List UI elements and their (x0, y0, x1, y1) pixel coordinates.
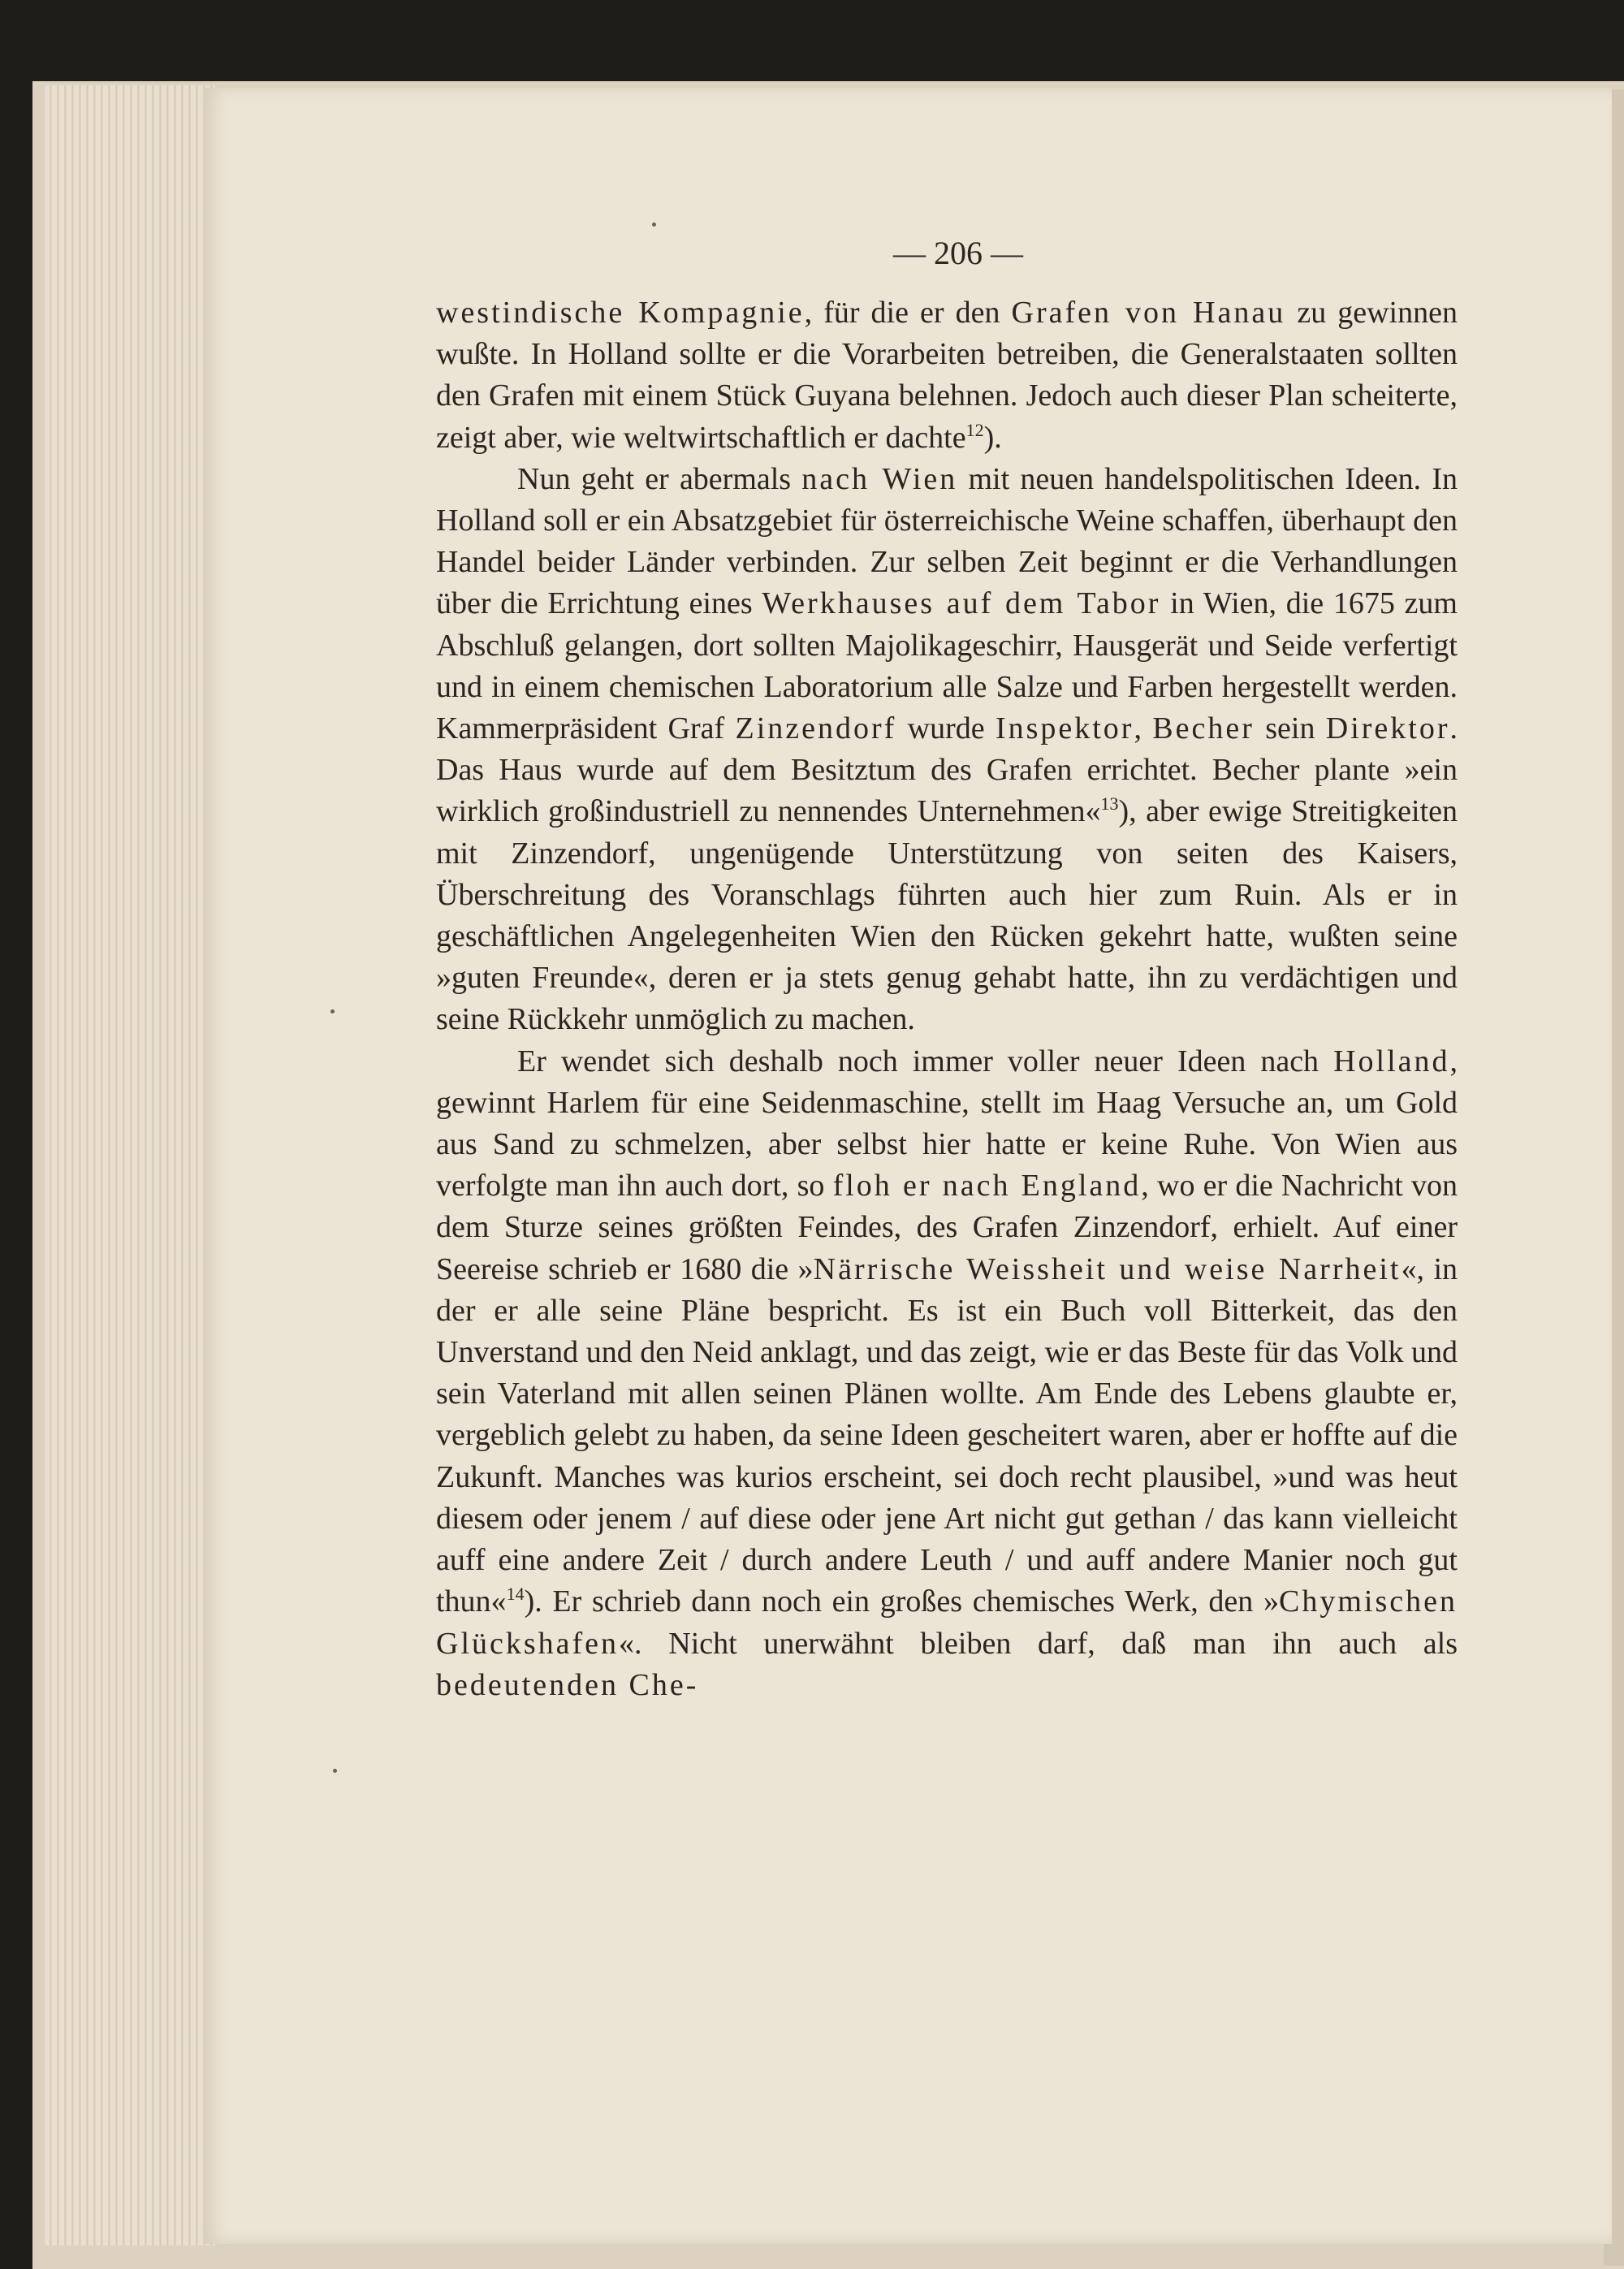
text-run: . Das Haus wurde auf dem Besitztum des Grafen errichtet. Becher plante »ein wirklich großindustriell zu nennendes Unternehmen« (436, 711, 1458, 829)
emphasized-text: Direktor (1325, 711, 1450, 746)
text-run: Nun geht er abermals (517, 461, 802, 496)
text-run: mit neuen handelspolitischen Ideen. In Holland soll er ein Absatzgebiet für österreichische Weine schaffen, überhaupt den Handel beider Länder verbinden. Zur selben Zeit beginnt er die Verhandlungen über die Errichtung eines (436, 461, 1458, 621)
paper-speck (652, 223, 656, 227)
paragraph (436, 459, 1458, 1041)
text-run: «. Nicht unerwähnt bleiben darf, daß man ihn auch als (619, 1626, 1458, 1661)
text-run: in Wien, die 1675 zum Abschluß gelangen, dort sollten Majolikageschirr, Hausgerät und Seide verfertigt und in einem chemischen Laboratorium alle Salze und Farben hergestellt werden. Kammerpräsident Graf (436, 586, 1458, 746)
paper-speck (330, 1009, 335, 1013)
text-run: , (1134, 711, 1153, 746)
text-run: «, in der er alle seine Pläne bespricht. Es ist ein Buch voll Bitterkeit, das den Unverstand und den Neid anklagt, und das zeigt, wie er das Beste für das Volk und sein Vaterland mit allen seinen Plänen wollte. Am Ende des Lebens glaubte er, vergeblich gelebt zu haben, da seine Ideen gescheitert waren, aber er hoffte auf die Zukunft. Manches was kurios erscheint, sei doch recht plausibel, »und was heut diesem oder jenem / auf diese oder jene Art nicht gut gethan / das kann vielleicht auff eine andere Zeit / durch andere Leuth / und auff andere Manier noch gut thun« (436, 1251, 1458, 1619)
emphasized-text: Grafen von Hanau (1011, 296, 1286, 330)
text-run: wurde (896, 711, 996, 746)
emphasized-text: Becher (1152, 711, 1255, 746)
text-run: , gewinnt Harlem für eine Seidenmaschine, stellt im Haag Versuche an, um Gold aus Sand zu schmelzen, aber selbst hier hatte er keine Ruhe. Von Wien aus verfolgte man ihn auch dort, so (436, 1044, 1458, 1204)
emphasized-text: Werkhauses auf dem Tabor (762, 586, 1161, 621)
text-run: sein (1254, 711, 1326, 746)
paragraph (436, 1041, 1458, 1706)
text-run: , für die er den (804, 296, 1012, 330)
paper-speck (333, 1769, 337, 1773)
text-run: ). Er schrieb dann noch ein großes chemisches Werk, den » (524, 1584, 1280, 1619)
emphasized-text: Zinzendorf (735, 711, 897, 746)
page-edges (45, 85, 215, 2245)
text-run: , wo er die Nachricht von dem Sturze seines größten Feindes, des Grafen Zinzendorf, erhielt. Auf einer Seereise schrieb er 1680 die » (436, 1169, 1458, 1286)
text-run: zu gewinnen wußte. In Holland sollte er die Vorarbeiten betreiben, die Generalstaaten sollten den Grafen mit einem Stück Guyana belehnen. Jedoch auch dieser Plan scheiterte, zeigt aber, wie weltwirtschaftlich er dachte (436, 296, 1458, 455)
emphasized-text: nach Wien (801, 461, 958, 496)
footnote-ref: 14 (506, 1584, 525, 1605)
footnote-ref: 12 (965, 419, 984, 440)
text-run: ). (983, 420, 1002, 455)
paragraph (436, 292, 1458, 459)
emphasized-text: westindische Kompagnie (436, 296, 805, 330)
page-number: — 206 — (893, 235, 1023, 271)
emphasized-text: Närrische Weissheit und weise Narrheit (813, 1251, 1402, 1286)
footnote-ref: 13 (1100, 793, 1119, 815)
body-text (436, 292, 1458, 1706)
emphasized-text: Chymischen Glückshafen (436, 1584, 1458, 1661)
emphasized-text: Holland (1333, 1044, 1450, 1078)
emphasized-text: bedeutenden Che- (436, 1667, 699, 1702)
text-run: Er wendet sich deshalb noch immer voller neuer Ideen nach (517, 1044, 1334, 1078)
text-run: ), aber ewige Streitigkeiten mit Zinzendorf, ungenügende Unterstützung von seiten des Kaisers, Überschreitung des Voranschlags führten auch hier zum Ruin. Als er in geschäftlichen Angelegenheiten Wien den Rücken gekehrt hatte, wußten seine »guten Freunde«, deren er ja stets genug gehabt hatte, ihn zu verdächtigen und seine Rückkehr unmöglich zu machen. (436, 794, 1458, 1037)
emphasized-text: floh er nach England (832, 1169, 1142, 1204)
emphasized-text: Inspektor (995, 711, 1134, 746)
